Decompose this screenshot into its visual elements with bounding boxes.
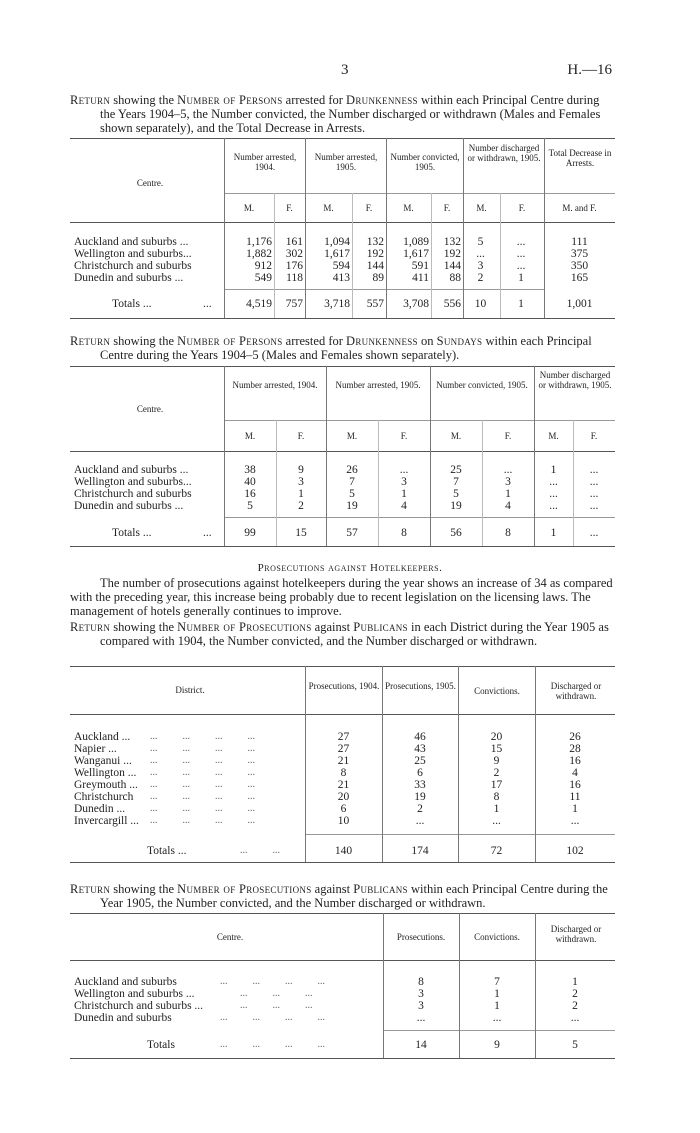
- row-label: Christchurch and suburbs: [74, 260, 192, 272]
- row-dots: ... ... ... ...: [150, 731, 255, 742]
- return1-title: Return showing the Number of Persons arrested for Drunkenness within each Principal Centre during the Years 1904–5, the Number convicted, the Number discharged or withdrawn (Males and Females shown separately), and the Total Decrease in Arrests.: [70, 93, 601, 135]
- cell-value: 7: [349, 476, 355, 488]
- row-dots: ... ... ... ...: [150, 755, 255, 766]
- cell-value: 19: [346, 500, 358, 512]
- row-label: Napier ...: [74, 743, 117, 755]
- cell-value: 4: [505, 500, 511, 512]
- row-dots: ... ... ... ...: [150, 779, 255, 790]
- total-value: 757: [285, 298, 303, 310]
- cell-value: 111: [571, 236, 588, 248]
- cell-value: 25: [414, 755, 426, 767]
- cell-value: 375: [570, 248, 589, 260]
- cell-value: 1: [518, 272, 524, 284]
- total-value: 174: [411, 845, 429, 857]
- total-value: 99: [244, 527, 256, 539]
- row-label: Christchurch and suburbs: [74, 488, 192, 500]
- total-value: 8: [505, 527, 511, 539]
- cell-value: 3: [298, 476, 304, 488]
- row-label: Dunedin and suburbs ...: [74, 500, 184, 512]
- row-label: Invercargill ...: [74, 815, 139, 827]
- row-label: Wellington and suburbs...: [74, 248, 192, 260]
- row-label: Wellington ...: [74, 767, 137, 779]
- cell-value: 192: [366, 248, 384, 260]
- cell-value: 3: [477, 260, 484, 272]
- row-label: Wellington and suburbs ...: [74, 988, 195, 1000]
- cell-value: 2: [572, 1000, 578, 1012]
- cell-value: 27: [337, 743, 350, 755]
- cell-value: 132: [366, 236, 384, 248]
- total-value: 3,708: [403, 298, 429, 310]
- total-value: 14: [415, 1039, 427, 1051]
- row-label: Dunedin and suburbs: [74, 1012, 172, 1024]
- cell-value: 19: [414, 791, 426, 803]
- row-dots: ... ... ... ...: [150, 803, 255, 814]
- cell-value: 2: [298, 500, 304, 512]
- cell-value: 3: [505, 476, 511, 488]
- cell-value: 1: [505, 488, 511, 500]
- cell-value: 16: [244, 488, 256, 500]
- cell-value: 1: [401, 488, 407, 500]
- cell-value: 21: [337, 755, 350, 767]
- total-value: 1,001: [566, 298, 593, 310]
- cell-value: 2: [477, 272, 484, 284]
- return4-title: Return showing the Number of Prosecutions against Publicans within each Principal Centre during the Year 1905, the Number convicted, and the Number discharged or withdrawn.: [70, 882, 608, 910]
- cell-value: 46: [414, 731, 426, 743]
- cell-value: 1,882: [246, 248, 272, 260]
- cell-value: 161: [285, 236, 303, 248]
- cell-value: 20: [337, 791, 350, 803]
- row-label: Dunedin ...: [74, 803, 126, 815]
- cell-value: 6: [417, 767, 423, 779]
- cell-value: ...: [476, 248, 485, 260]
- total-value: 9: [494, 1039, 500, 1051]
- row-dots: ... ... ... ...: [150, 815, 255, 826]
- total-value: 57: [346, 527, 358, 539]
- cell-value: 302: [285, 248, 303, 260]
- col-total-decrease: Total Decrease in Arrests.: [548, 148, 612, 168]
- cell-value: ...: [589, 500, 599, 512]
- cell-value: ...: [589, 464, 599, 476]
- cell-value: 5: [247, 500, 253, 512]
- total-value: 56: [450, 527, 462, 539]
- row-label: Christchurch and suburbs ...: [74, 1000, 204, 1012]
- cell-value: 591: [411, 260, 429, 272]
- cell-value: 17: [490, 779, 503, 791]
- cell-value: 132: [443, 236, 461, 248]
- page-header: [0, 62, 700, 82]
- cell-value: 21: [337, 779, 350, 791]
- cell-value: ...: [492, 815, 501, 827]
- row-label: Auckland and suburbs: [74, 976, 177, 988]
- total-value: 557: [366, 298, 384, 310]
- row-label: Christchurch: [74, 791, 134, 803]
- cell-value: 9: [298, 464, 304, 476]
- cell-value: ...: [516, 236, 526, 248]
- cell-value: 25: [450, 464, 462, 476]
- cell-value: ...: [492, 1012, 502, 1024]
- cell-value: 118: [286, 272, 303, 284]
- cell-value: 33: [414, 779, 426, 791]
- total-value: 556: [443, 298, 461, 310]
- cell-value: ...: [549, 500, 558, 512]
- totals-dots: ... ... ... ...: [220, 1039, 325, 1050]
- cell-value: ...: [516, 260, 526, 272]
- total-value: 8: [401, 527, 407, 539]
- cell-value: ...: [589, 476, 599, 488]
- cell-value: 7: [453, 476, 459, 488]
- total-value: 10: [474, 298, 487, 310]
- prosecutions-heading: Prosecutions against Hotelkeepers.: [257, 562, 443, 574]
- cell-value: 1: [298, 488, 304, 500]
- cell-value: 15: [490, 743, 503, 755]
- col-centre: Centre.: [136, 178, 164, 188]
- cell-value: 40: [244, 476, 256, 488]
- total-value: 15: [295, 527, 307, 539]
- cell-value: 165: [570, 272, 589, 284]
- cell-value: 1: [572, 976, 578, 988]
- return2-title: Return showing the Number of Persons arrested for Drunkenness on Sundays within each Principal Centre during the Years 1904–5 (Males and Females shown separately).: [70, 334, 592, 362]
- cell-value: 411: [412, 272, 429, 284]
- cell-value: 1: [572, 803, 578, 815]
- cell-value: ...: [589, 488, 599, 500]
- cell-value: 3: [401, 476, 407, 488]
- total-value: 1: [518, 298, 524, 310]
- cell-value: 144: [443, 260, 461, 272]
- cell-value: 1,176: [246, 236, 272, 248]
- cell-value: 38: [244, 464, 256, 476]
- cell-value: 1: [550, 464, 557, 476]
- row-label: Wanganui ...: [74, 755, 132, 767]
- cell-value: 594: [332, 260, 350, 272]
- cell-value: 8: [418, 976, 424, 988]
- total-value: 1: [550, 527, 557, 539]
- totals-label: Totals ...: [112, 298, 152, 310]
- total-value: 140: [334, 845, 353, 857]
- cell-value: 20: [490, 731, 503, 743]
- row-label: Dunedin and suburbs ...: [74, 272, 184, 284]
- row-label: Auckland and suburbs ...: [74, 236, 189, 248]
- cell-value: 413: [332, 272, 350, 284]
- cell-value: ...: [399, 464, 409, 476]
- cell-value: 1: [494, 1000, 500, 1012]
- cell-value: 9: [493, 755, 500, 767]
- cell-value: 350: [570, 260, 589, 272]
- cell-value: ...: [415, 815, 425, 827]
- row-dots: ... ... ... ...: [150, 767, 255, 778]
- cell-value: 2: [417, 803, 423, 815]
- cell-value: 912: [254, 260, 272, 272]
- totals-dots: ...: [203, 298, 212, 310]
- col-arrested-1904: Number arrested, 1904.: [233, 152, 297, 172]
- cell-value: 176: [285, 260, 303, 272]
- cell-value: 8: [340, 767, 347, 779]
- cell-value: ...: [570, 815, 580, 827]
- total-value: 3,718: [324, 298, 350, 310]
- cell-value: 26: [346, 464, 358, 476]
- row-dots: ... ... ... ...: [150, 743, 255, 754]
- cell-value: 549: [254, 272, 272, 284]
- cell-value: 8: [493, 791, 500, 803]
- cell-value: 19: [450, 500, 462, 512]
- page-reference: H.—16: [567, 62, 612, 78]
- cell-value: 4: [401, 500, 407, 512]
- cell-value: 3: [418, 1000, 424, 1012]
- cell-value: 5: [477, 236, 484, 248]
- cell-value: 1,617: [403, 248, 429, 260]
- col-discharged: Number discharged or withdrawn, 1905.: [467, 143, 541, 163]
- row-label: Auckland and suburbs ...: [74, 464, 189, 476]
- cell-value: 1,089: [403, 236, 429, 248]
- return3-title: Return showing the Number of Prosecutions against Publicans in each District during the Year 1905 as compared with 1904, the Number convicted, and the Number discharged or withdrawn.: [70, 620, 609, 648]
- cell-value: ...: [416, 1012, 426, 1024]
- totals-label: Totals: [147, 1039, 175, 1051]
- cell-value: 5: [349, 488, 355, 500]
- row-label: Wellington and suburbs...: [74, 476, 192, 488]
- cell-value: 5: [453, 488, 459, 500]
- cell-value: ...: [549, 476, 558, 488]
- col-arrested-1905: Number arrested, 1905.: [314, 152, 378, 172]
- totals-label: Totals ...: [112, 527, 152, 539]
- row-dots: ... ... ... ...: [150, 791, 255, 802]
- cell-value: 88: [449, 272, 461, 284]
- cell-value: 16: [569, 755, 581, 767]
- row-dots: ... ... ...: [240, 1000, 313, 1011]
- page-number: 3: [341, 62, 349, 78]
- total-value: 72: [490, 845, 503, 857]
- cell-value: ...: [503, 464, 513, 476]
- prosecutions-paragraph: The number of prosecutions against hotelkeepers during the year shows an increase of 34 as compared with the preceding year, this increase being probably due to recent legislation on the licensing laws. The management of hotels generally continues to improve.: [70, 576, 613, 618]
- col-convicted-1905: Number convicted, 1905.: [390, 152, 460, 172]
- row-dots: ... ... ... ...: [220, 1012, 325, 1023]
- cell-value: 11: [569, 791, 581, 803]
- cell-value: 192: [443, 248, 461, 260]
- row-label: Greymouth ...: [74, 779, 138, 791]
- cell-value: 10: [337, 815, 350, 827]
- cell-value: 1: [494, 988, 500, 1000]
- cell-value: 43: [414, 743, 426, 755]
- cell-value: 89: [372, 272, 384, 284]
- total-value: 5: [572, 1039, 578, 1051]
- cell-value: 1: [493, 803, 500, 815]
- totals-dots: ...: [203, 527, 212, 539]
- row-label: Auckland ...: [74, 731, 131, 743]
- total-value: 102: [566, 845, 584, 857]
- cell-value: 27: [337, 731, 350, 743]
- cell-value: 28: [569, 743, 581, 755]
- cell-value: ...: [570, 1012, 580, 1024]
- row-dots: ... ... ...: [240, 988, 313, 999]
- row-dots: ... ... ... ...: [220, 976, 325, 987]
- totals-dots: ... ...: [240, 845, 280, 856]
- cell-value: 1,094: [324, 236, 350, 248]
- cell-value: 26: [569, 731, 581, 743]
- total-value: ...: [589, 527, 599, 539]
- cell-value: 4: [572, 767, 578, 779]
- cell-value: 144: [366, 260, 384, 272]
- cell-value: 2: [493, 767, 500, 779]
- cell-value: 3: [418, 988, 424, 1000]
- totals-label: Totals ...: [147, 845, 187, 857]
- cell-value: 16: [569, 779, 581, 791]
- cell-value: 7: [494, 976, 500, 988]
- cell-value: 6: [340, 803, 347, 815]
- total-value: 4,519: [246, 298, 272, 310]
- cell-value: 2: [572, 988, 578, 1000]
- cell-value: ...: [516, 248, 526, 260]
- cell-value: 1,617: [324, 248, 350, 260]
- cell-value: ...: [549, 488, 558, 500]
